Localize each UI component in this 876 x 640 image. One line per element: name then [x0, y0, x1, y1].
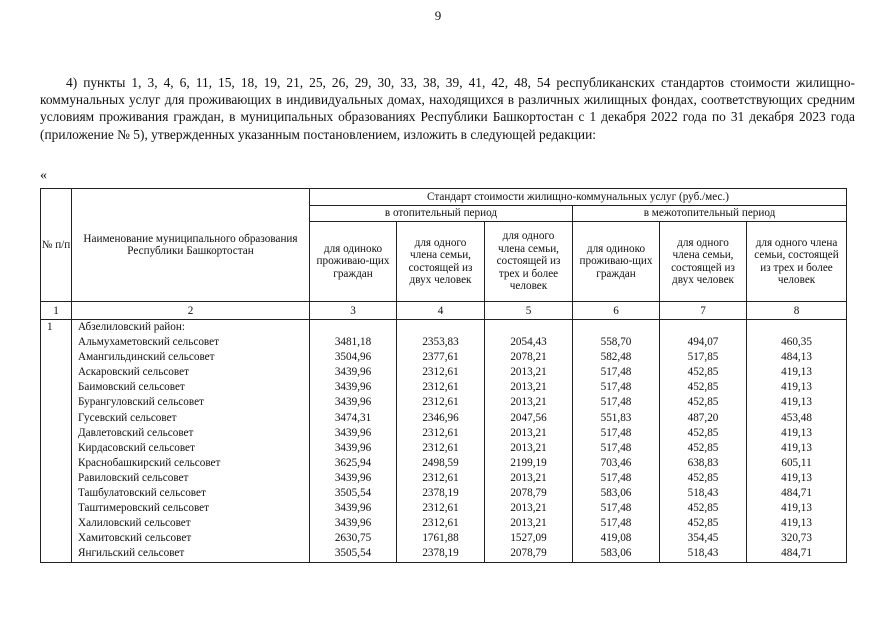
settlement-value: 419,13 [781, 366, 812, 379]
settlement-value: 2013,21 [510, 381, 547, 394]
settlement-value: 1761,88 [422, 532, 459, 545]
settlement-value: 419,08 [600, 532, 632, 545]
settlement-value: 3439,96 [334, 396, 372, 409]
settlement-name: Халиловский сельсовет [78, 517, 191, 530]
header-nonheating-single: для одиноко проживаю-щих граждан [573, 222, 660, 302]
settlement-value: 2013,21 [510, 366, 547, 379]
settlement-value: 638,83 [687, 456, 719, 469]
settlement-value: 2346,96 [422, 411, 459, 424]
settlement-value: 3439,96 [334, 471, 372, 484]
settlement-value: 484,71 [781, 547, 812, 560]
settlement-value: 703,46 [600, 456, 632, 469]
settlement-name: Янгильский сельсовет [78, 547, 185, 560]
settlement-value: 2013,21 [510, 471, 547, 484]
settlement-value: 2312,61 [422, 366, 459, 379]
settlement-name: Баимовский сельсовет [78, 381, 185, 394]
settlement-value: 517,48 [600, 381, 632, 394]
settlement-value: 3481,18 [334, 336, 372, 349]
settlement-value: 2378,19 [422, 487, 459, 500]
header-non-heating-period: в межотопительный период [573, 206, 847, 222]
header-num: № п/п [41, 189, 72, 302]
settlement-value: 419,13 [781, 517, 812, 530]
settlement-value: 2312,61 [422, 396, 459, 409]
settlement-value: 3439,96 [334, 426, 372, 439]
settlement-value: 582,48 [600, 351, 632, 364]
opening-quote: « [40, 168, 47, 183]
settlement-value: 2312,61 [422, 471, 459, 484]
header-heating-period: в отопительный период [310, 206, 573, 222]
settlement-name: Таштимеровский сельсовет [78, 502, 210, 515]
settlement-value: 2054,43 [510, 336, 547, 349]
settlement-value: 2312,61 [422, 517, 459, 530]
settlement-value: 452,85 [687, 517, 719, 530]
settlement-value: 2078,21 [510, 351, 547, 364]
header-nonheating-three: для одного члена семьи, состоящей из трех и более человек [747, 222, 847, 302]
settlement-value: 2312,61 [422, 441, 459, 454]
settlement-value: 517,48 [600, 502, 632, 515]
settlement-value: 460,35 [781, 336, 812, 349]
settlement-value: 419,13 [781, 381, 812, 394]
col-number: 8 [747, 302, 847, 320]
district-name: Абзелиловский район: [78, 321, 185, 333]
header-standard: Стандарт стоимости жилищно-коммунальных услуг (руб./мес.) [310, 189, 847, 206]
settlement-value: 517,48 [600, 441, 632, 454]
settlement-value: 3625,94 [334, 456, 372, 469]
values-nonheating-three [747, 335, 846, 561]
settlement-value: 583,06 [600, 547, 632, 560]
settlement-name: Гусевский сельсовет [78, 411, 177, 424]
settlement-value: 1527,09 [510, 532, 547, 545]
settlement-value: 3439,96 [334, 502, 372, 515]
settlement-value: 551,83 [600, 411, 632, 424]
header-heating-three: для одного члена семьи, состоящей из трех и более человек [485, 222, 573, 302]
settlement-value: 558,70 [600, 336, 632, 349]
settlement-name: Давлетовский сельсовет [78, 426, 194, 439]
page-number: 9 [434, 8, 442, 23]
settlement-value: 2078,79 [510, 487, 547, 500]
settlement-value: 354,45 [687, 532, 719, 545]
settlement-value: 517,48 [600, 471, 632, 484]
settlement-value: 3439,96 [334, 441, 372, 454]
settlement-value: 452,85 [687, 366, 719, 379]
settlement-value: 419,13 [781, 441, 812, 454]
header-name: Наименование муниципального образования Республики Башкортостан [72, 189, 310, 302]
col-number: 3 [310, 302, 397, 320]
settlement-value: 452,85 [687, 426, 719, 439]
col-number: 6 [573, 302, 660, 320]
settlement-value: 517,48 [600, 366, 632, 379]
col-number: 4 [397, 302, 485, 320]
settlement-value: 419,13 [781, 426, 812, 439]
settlement-value: 320,73 [781, 532, 812, 545]
settlement-value: 518,43 [687, 487, 719, 500]
district-row [41, 320, 847, 563]
settlement-value: 518,43 [687, 547, 719, 560]
settlement-name: Амангильдинский сельсовет [78, 351, 215, 364]
settlement-value: 452,85 [687, 396, 719, 409]
settlement-value: 452,85 [687, 471, 719, 484]
settlement-value: 517,48 [600, 426, 632, 439]
settlement-value: 3504,96 [334, 351, 372, 364]
settlement-value: 452,85 [687, 441, 719, 454]
settlement-value: 2078,79 [510, 547, 547, 560]
settlement-value: 494,07 [687, 336, 719, 349]
settlement-value: 2013,21 [510, 426, 547, 439]
settlement-name: Хамитовский сельсовет [78, 532, 192, 545]
settlement-value: 452,85 [687, 502, 719, 515]
settlement-value: 517,48 [600, 396, 632, 409]
settlement-value: 419,13 [781, 471, 812, 484]
values-nonheating-single [573, 335, 659, 561]
settlement-value: 2199,19 [510, 456, 547, 469]
col-number: 7 [660, 302, 747, 320]
settlement-value: 517,85 [687, 351, 719, 364]
settlement-name: Краснобашкирский сельсовет [78, 456, 221, 469]
settlement-value: 3474,31 [334, 411, 372, 424]
settlement-value: 2498,59 [422, 456, 459, 469]
settlement-name: Кирдасовский сельсовет [78, 441, 195, 454]
settlement-value: 2312,61 [422, 502, 459, 515]
settlement-name: Равиловский сельсовет [78, 471, 189, 484]
col-number: 1 [41, 302, 72, 320]
settlement-value: 3439,96 [334, 366, 372, 379]
settlement-value: 2312,61 [422, 381, 459, 394]
settlement-value: 3439,96 [334, 381, 372, 394]
settlement-value: 517,48 [600, 517, 632, 530]
settlement-value: 2353,83 [422, 336, 459, 349]
settlement-name: Бурангуловский сельсовет [78, 396, 204, 409]
housing-cost-table [40, 188, 847, 563]
col-number: 5 [485, 302, 573, 320]
settlement-value: 484,13 [781, 351, 812, 364]
settlement-value: 484,71 [781, 487, 812, 500]
settlement-name: Ташбулатовский сельсовет [78, 487, 206, 500]
settlement-value: 2013,21 [510, 441, 547, 454]
settlement-value: 2312,61 [422, 426, 459, 439]
header-heating-two: для одного члена семьи, состоящей из двух человек [397, 222, 485, 302]
district-num: 1 [47, 321, 53, 333]
settlement-value: 3439,96 [334, 517, 372, 530]
settlement-name: Аскаровский сельсовет [78, 366, 189, 379]
values-heating-three [485, 335, 572, 561]
header-heating-single: для одиноко проживаю-щих граждан [310, 222, 397, 302]
settlement-value: 2013,21 [510, 396, 547, 409]
settlement-value: 487,20 [687, 411, 719, 424]
settlement-value: 2378,19 [422, 547, 459, 560]
values-heating-two [397, 335, 484, 561]
settlement-value: 605,11 [781, 456, 812, 469]
settlement-name: Альмухаметовский сельсовет [78, 336, 220, 349]
settlement-value: 2013,21 [510, 502, 547, 515]
col-number: 2 [72, 302, 310, 320]
settlement-value: 2047,56 [510, 411, 547, 424]
settlement-value: 3505,54 [334, 547, 372, 560]
settlement-value: 453,48 [781, 411, 812, 424]
settlement-value: 2377,61 [422, 351, 459, 364]
settlement-value: 2630,75 [334, 532, 372, 545]
settlement-names [78, 335, 309, 561]
settlement-value: 3505,54 [334, 487, 372, 500]
values-nonheating-two [660, 335, 746, 561]
settlement-value: 419,13 [781, 396, 812, 409]
header-nonheating-two: для одного члена семьи, состоящей из двух человек [660, 222, 747, 302]
column-numbers-row [41, 302, 847, 320]
intro-paragraph: 4) пункты 1, 3, 4, 6, 11, 15, 18, 19, 21, 25, 26, 29, 30, 33, 38, 39, 41, 42, 48, 54 республиканских стандартов стоимости жилищно-коммунальных услуг для проживающих в индивидуальных домах, находящихся в различных жилищных фондах, соответствующих средним условиям проживания граждан, в муниципальных образованиях Республики Башкортостан с 1 декабря 2022 года по 31 декабря 2023 года (приложение № 5), утвержденных указанным постановлением, изложить в следующей редакции: [40, 75, 855, 142]
settlement-value: 2013,21 [510, 517, 547, 530]
settlement-value: 452,85 [687, 381, 719, 394]
settlement-value: 419,13 [781, 502, 812, 515]
values-heating-single [310, 335, 396, 561]
settlement-value: 583,06 [600, 487, 632, 500]
